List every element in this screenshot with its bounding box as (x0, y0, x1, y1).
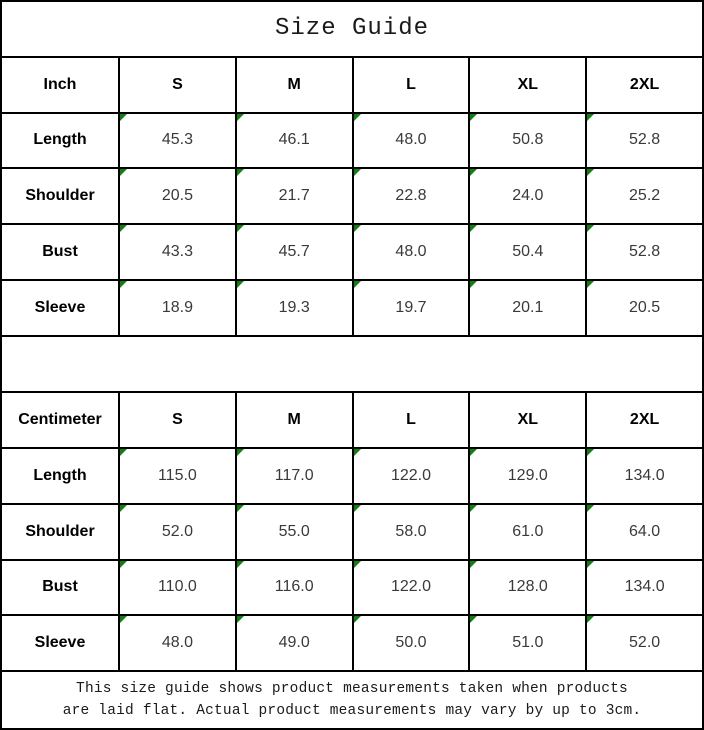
cell-corner-flag-icon (470, 225, 477, 232)
cell-corner-flag-icon (587, 449, 594, 456)
size-value: 48.0 (395, 242, 427, 260)
size-value-cell (469, 560, 586, 616)
cell-corner-flag-icon (354, 449, 361, 456)
inch-unit-header-cell: Inch (1, 57, 119, 113)
size-value-cell (469, 615, 586, 671)
cell-corner-flag-icon (587, 169, 594, 176)
size-value: 134.0 (624, 578, 665, 596)
size-value-cell (119, 615, 236, 671)
size-value: 129.0 (507, 466, 548, 484)
size-value: 20.5 (161, 187, 193, 205)
centimeter-header-row (1, 392, 703, 448)
measure-label-cell: Length (1, 113, 119, 169)
size-value-cell (353, 560, 470, 616)
cell-corner-flag-icon (470, 169, 477, 176)
size-header-m: M (236, 392, 353, 448)
inch-bust-row (1, 224, 703, 280)
size-value-cell (353, 280, 470, 336)
page-title: Size Guide (1, 1, 703, 57)
size-value: 21.7 (278, 187, 310, 205)
footer-note-line-1: This size guide shows product measurements taken when products (76, 680, 628, 697)
inch-sleeve-row (1, 280, 703, 336)
size-value-cell (586, 504, 703, 560)
cell-corner-flag-icon (120, 616, 127, 623)
size-value-cell (469, 224, 586, 280)
size-value: 116.0 (274, 578, 314, 596)
size-header-s: S (119, 57, 236, 113)
size-value: 61.0 (512, 522, 544, 540)
size-value-cell (353, 168, 470, 224)
cell-corner-flag-icon (470, 561, 477, 568)
cell-corner-flag-icon (120, 225, 127, 232)
size-header-m: M (236, 57, 353, 113)
size-value-cell (353, 615, 470, 671)
cell-corner-flag-icon (237, 281, 244, 288)
size-value: 52.8 (629, 242, 661, 260)
size-value-cell (236, 615, 353, 671)
size-value: 20.1 (512, 298, 544, 316)
cell-corner-flag-icon (120, 505, 127, 512)
centimeter-unit-header-cell: Centimeter (1, 392, 119, 448)
cell-corner-flag-icon (470, 114, 477, 121)
size-value-cell (236, 113, 353, 169)
inch-shoulder-row (1, 168, 703, 224)
size-header-l: L (353, 392, 470, 448)
size-value: 122.0 (390, 466, 432, 484)
cell-corner-flag-icon (237, 561, 244, 568)
size-value-cell (353, 448, 470, 504)
size-value: 134.0 (624, 466, 665, 484)
size-value: 19.7 (395, 298, 427, 316)
cell-corner-flag-icon (587, 505, 594, 512)
size-value: 25.2 (629, 187, 661, 205)
size-value: 58.0 (395, 522, 427, 540)
size-value: 48.0 (161, 634, 193, 652)
measure-label-cell: Length (1, 448, 119, 504)
cell-corner-flag-icon (587, 616, 594, 623)
size-value-cell (236, 504, 353, 560)
size-value: 117.0 (274, 466, 314, 484)
spacer-cell (1, 336, 703, 393)
size-value: 46.1 (278, 131, 310, 149)
size-value: 20.5 (629, 298, 661, 316)
size-value: 18.9 (161, 298, 193, 316)
size-header-xl: XL (469, 392, 586, 448)
size-value: 48.0 (395, 131, 427, 149)
inch-header-row (1, 57, 703, 113)
cell-corner-flag-icon (237, 449, 244, 456)
size-value-cell (353, 113, 470, 169)
size-header-l: L (353, 57, 470, 113)
size-value: 22.8 (395, 187, 427, 205)
size-header-2xl: 2XL (586, 392, 703, 448)
size-value-cell (469, 280, 586, 336)
cell-corner-flag-icon (587, 225, 594, 232)
footer-note-line-2: are laid flat. Actual product measurements may vary by up to 3cm. (62, 703, 642, 720)
size-value-cell (119, 168, 236, 224)
measure-label-cell: Sleeve (1, 280, 119, 336)
centimeter-length-row (1, 448, 703, 504)
cell-corner-flag-icon (470, 505, 477, 512)
cell-corner-flag-icon (470, 449, 477, 456)
size-header-2xl: 2XL (586, 57, 703, 113)
size-value-cell (586, 224, 703, 280)
cell-corner-flag-icon (237, 616, 244, 623)
size-value: 52.8 (629, 131, 661, 149)
size-value: 52.0 (629, 634, 661, 652)
cell-corner-flag-icon (354, 561, 361, 568)
measure-label-cell: Bust (1, 224, 119, 280)
measure-label-cell: Shoulder (1, 168, 119, 224)
cell-corner-flag-icon (237, 225, 244, 232)
size-value: 115.0 (157, 466, 197, 484)
size-header-s: S (119, 392, 236, 448)
size-value: 50.4 (512, 242, 544, 260)
size-value-cell (119, 280, 236, 336)
cell-corner-flag-icon (470, 616, 477, 623)
size-value: 43.3 (161, 242, 193, 260)
title-row (1, 1, 703, 57)
measure-label-cell: Bust (1, 560, 119, 616)
size-value: 64.0 (629, 522, 661, 540)
cell-corner-flag-icon (587, 561, 594, 568)
size-value: 24.0 (512, 187, 544, 205)
cell-corner-flag-icon (354, 616, 361, 623)
size-value-cell (236, 448, 353, 504)
size-value-cell (586, 615, 703, 671)
cell-corner-flag-icon (354, 505, 361, 512)
cell-corner-flag-icon (120, 114, 127, 121)
size-value: 122.0 (390, 578, 432, 596)
size-value-cell (469, 168, 586, 224)
size-value: 45.7 (278, 242, 310, 260)
cell-corner-flag-icon (354, 114, 361, 121)
size-value-cell (119, 504, 236, 560)
size-header-xl: XL (469, 57, 586, 113)
cell-corner-flag-icon (237, 114, 244, 121)
footer-note (1, 671, 703, 729)
size-value-cell (119, 560, 236, 616)
size-value-cell (586, 113, 703, 169)
size-value-cell (119, 113, 236, 169)
inch-length-row (1, 113, 703, 169)
size-value-cell (469, 113, 586, 169)
size-value-cell (586, 560, 703, 616)
size-value-cell (119, 224, 236, 280)
size-value: 52.0 (161, 522, 193, 540)
cell-corner-flag-icon (120, 169, 127, 176)
size-value: 19.3 (278, 298, 310, 316)
size-value: 50.0 (395, 634, 427, 652)
size-value: 49.0 (278, 634, 310, 652)
size-value-cell (236, 280, 353, 336)
cell-corner-flag-icon (354, 169, 361, 176)
centimeter-sleeve-row (1, 615, 703, 671)
size-value: 55.0 (278, 522, 310, 540)
size-value-cell (586, 168, 703, 224)
size-value-cell (469, 448, 586, 504)
size-value-cell (236, 560, 353, 616)
cell-corner-flag-icon (120, 449, 127, 456)
cell-corner-flag-icon (237, 169, 244, 176)
cell-corner-flag-icon (587, 114, 594, 121)
size-value: 51.0 (512, 634, 544, 652)
size-value: 45.3 (161, 131, 193, 149)
centimeter-bust-row (1, 560, 703, 616)
cell-corner-flag-icon (354, 281, 361, 288)
measure-label-cell: Shoulder (1, 504, 119, 560)
size-value-cell (236, 224, 353, 280)
size-value-cell (586, 448, 703, 504)
spacer-row (1, 336, 703, 393)
measure-label-cell: Sleeve (1, 615, 119, 671)
cell-corner-flag-icon (354, 225, 361, 232)
cell-corner-flag-icon (120, 281, 127, 288)
cell-corner-flag-icon (470, 281, 477, 288)
footer-row (1, 671, 703, 729)
size-value-cell (586, 280, 703, 336)
size-value-cell (353, 504, 470, 560)
size-value: 50.8 (512, 131, 544, 149)
size-value-cell (353, 224, 470, 280)
size-value: 128.0 (507, 578, 548, 596)
size-value-cell (469, 504, 586, 560)
cell-corner-flag-icon (120, 561, 127, 568)
cell-corner-flag-icon (237, 505, 244, 512)
size-value-cell (236, 168, 353, 224)
centimeter-shoulder-row (1, 504, 703, 560)
size-value-cell (119, 448, 236, 504)
size-value: 110.0 (157, 578, 197, 596)
cell-corner-flag-icon (587, 281, 594, 288)
